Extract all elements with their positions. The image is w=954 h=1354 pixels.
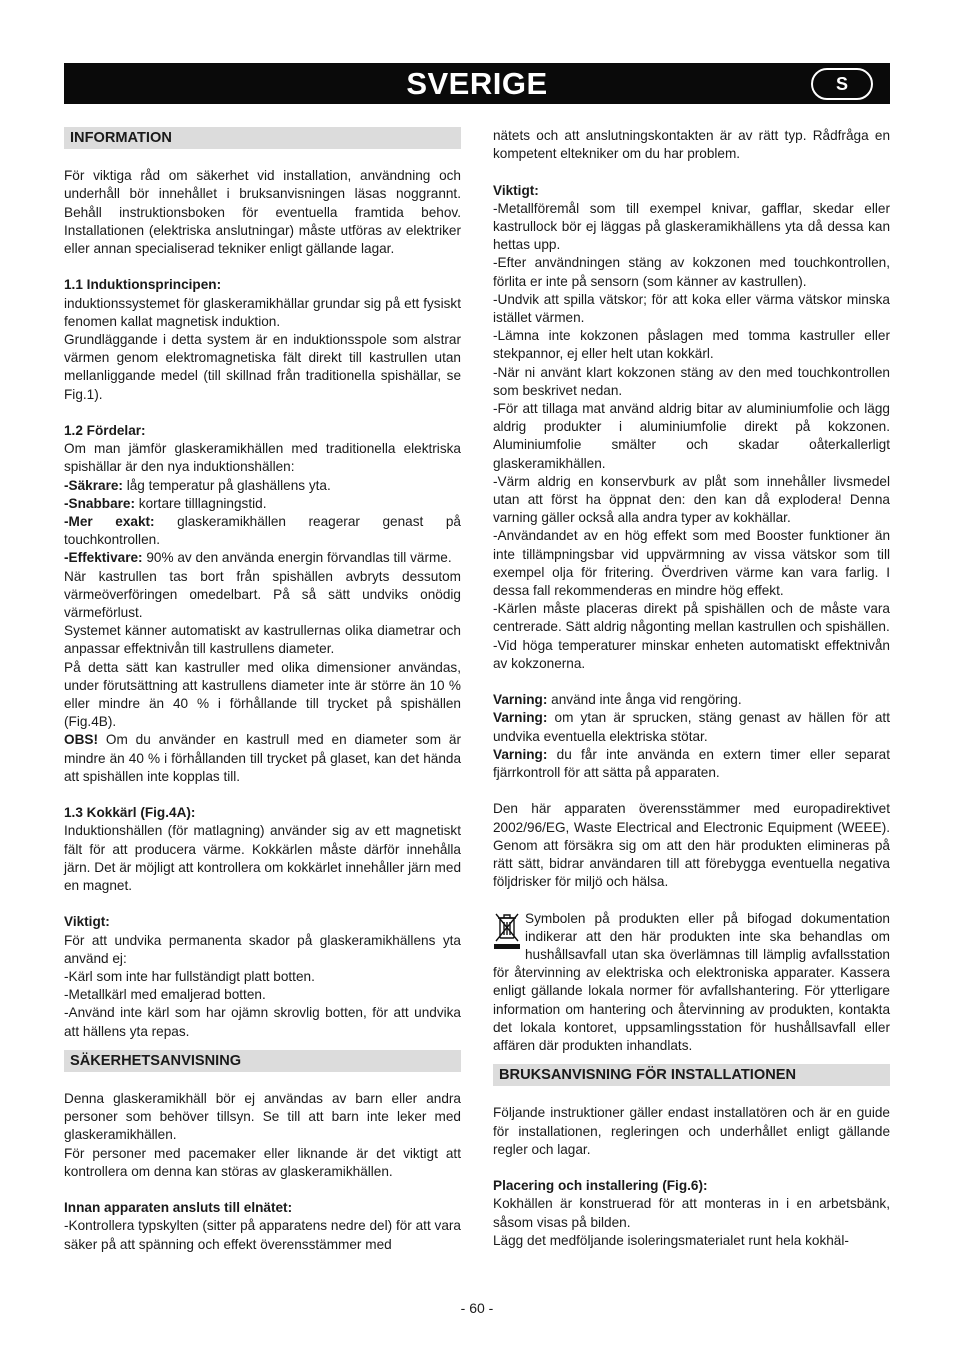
important-title-2: Viktigt: — [493, 182, 539, 198]
advantages-paragraph-3: Systemet känner automatiskt av kastrullernas olika diametrar och anpassar effektnivån till kastrullens diameter. — [64, 623, 461, 657]
continued-paragraph: nätets och att anslutningskontakten är av rätt typ. Rådfråga en kompetent eltekniker om du har problem. — [493, 128, 890, 162]
warning-item: -Metallföremål som till exempel knivar, gafflar, skedar eller kastrullock bör ej läggas på glaskeramikhällens yta då dessa kan hettas upp. — [493, 200, 890, 253]
warning-item: -Vid höga temperaturer minskar enheten automatiskt effektnivån av kokzonerna. — [493, 637, 890, 671]
varning-timer: Varning: du får inte använda en extern timer eller separat fjärrkontroll för att sätta på apparaten. — [493, 746, 890, 781]
placement-paragraph-1: Kokhällen är konstruerad för att monteras in i en arbetsbänk, såsom visas på bilden. — [493, 1196, 890, 1230]
important-item: -Använd inte kärl som har ojämn skrovlig botten, för att undvika att hällens yta repas. — [64, 1005, 461, 1039]
page-number: - 60 - — [460, 1300, 494, 1316]
advantages-paragraph-4: På detta sätt kan kastruller med olika dimensioner användas, under förutsättning att kastrullens diameter inte är större än 10 % eller mindre än 40 % i förhållande till trycket på spishällen (Fig.4B). — [64, 659, 461, 730]
installation-paragraph: Följande instruktioner gäller endast installatören och är en guide för installationen, regleringen och underhållet enligt gällande regler och lagar. — [493, 1105, 890, 1157]
cookware-paragraph: Induktionshällen (för matlagning) använder sig av ett magnetiskt fält för att producera värme. Kokkärlen måste därför innehålla järn. Det är möjligt att kontrollera om kokkärlet innehåller järn med en magnet. — [64, 823, 461, 894]
induction-paragraph-1: induktionssystemet för glaskeramikhällar grundar sig på ett fysiskt fenomen kallat magnetisk induktion. — [64, 295, 461, 329]
warning-item: -Lämna inte kokzonen påslagen med tomma kastruller eller stekpannor, ej eller helt utan kokkärl. — [493, 328, 890, 362]
varning-cracked: Varning: om ytan är sprucken, stäng genast av hällen för att undvika eventuella elektriska stötar. — [493, 710, 890, 744]
right-column — [493, 127, 890, 1250]
before-connect-paragraph: -Kontrollera typskylten (sitter på apparatens nedre del) för att vara säker på att spänning och effekt överensstämmer med — [64, 1218, 461, 1252]
warning-item: -Kärlen måste placeras direkt på spishällen och de måste vara centrerade. Sätt aldrig någonting mellan kastrullen och spishällen. — [493, 601, 890, 635]
advantage-efficient: -Effektivare: 90% av den använda energin förvandlas till värme. — [64, 550, 452, 566]
advantages-title: 1.2 Fördelar: — [64, 423, 146, 438]
placement-title: Placering och installering (Fig.6): — [493, 1178, 708, 1194]
advantages-intro: Om man jämför glaskeramikhällen med traditionella elektriska spishällar är den nya induktionshällen: — [64, 441, 461, 475]
placement-paragraph-2: Lägg det medföljande isoleringsmaterialet runt hela kokhäl- — [493, 1232, 849, 1248]
induction-paragraph-2: Grundläggande i detta system är en induktionsspole som alstrar värmen genom elektromagnetiska fält direkt till kastrullen utan mellanliggande medel (till skillnad från traditionella spishällar, se Fig.1). — [64, 332, 461, 402]
warning-item: -Värm aldrig en konservburk av plåt som innehåller livsmedel utan att först ha öppnat den: den kan då explodera! Denna varning gäller också alla andra typer av kokhällar. — [493, 473, 890, 526]
advantage-exact: -Mer exakt: glaskeramikhällen reagerar genast på touchkontrollen. — [64, 514, 461, 548]
before-connect-title: Innan apparaten ansluts till elnätet: — [64, 1200, 293, 1216]
safety-heading: SÄKERHETSANVISNING — [64, 1050, 461, 1072]
warning-item: -Efter användningen stäng av kokzonen med touchkontrollen, förlita er inte på sensorn (som känner av kastrullen). — [493, 255, 890, 289]
important-item: -Metallkärl med emaljerad botten. — [64, 987, 266, 1003]
advantage-safer: -Säkrare: låg temperatur på glashällens yta. — [64, 477, 331, 493]
advantage-faster: -Snabbare: kortare tilllagningstid. — [64, 495, 267, 511]
warning-item: -Undvik att spilla vätskor; för att koka eller värma vätskor minska istället värmen. — [493, 291, 890, 326]
warning-item: -När ni använt klart kokzonen stäng av den med touchkontrollen som beskrivet nedan. — [493, 364, 890, 398]
warning-item: -Användandet av en hög effekt som med Booster funktioner än inte tillämpningsbar vid uppvärmning av vissa vätskor som till exempel olja för fritering. Överdriven värme kan vara farlig. I dessa fall rekommenderas en mindre hög effekt. — [493, 528, 890, 599]
crossed-bin-icon — [493, 912, 521, 950]
advantages-paragraph-2: När kastrullen tas bort från spishällen avbryts dessutom värmeöverföringen omedelbart. På så sätt undviks onödig värmeförlust. — [64, 568, 461, 621]
important-item: -Kärl som inte har fullständigt platt botten. — [64, 969, 315, 985]
left-column — [64, 127, 461, 1254]
important-intro: För att undvika permanenta skador på glaskeramikhällens yta använd ej: — [64, 932, 461, 966]
safety-paragraph-2: För personer med pacemaker eller liknande är det viktigt att kontrollera om denna kan störas av glaskeramikhällen. — [64, 1145, 461, 1179]
page-title: SVERIGE — [406, 66, 548, 101]
language-badge: S — [811, 68, 873, 100]
weee-paragraph: Den här apparaten överensstämmer med europadirektivet 2002/96/EG, Waste Electrical and Electronic Equipment (WEEE). Genom att försäkra sig om att den här produkten elimineras på rätt sätt, bidrar användaren till att förebygga eventuella negativa följdrisker för miljö och hälsa. — [493, 801, 890, 890]
installation-heading: BRUKSANVISNING FÖR INSTALLATIONEN — [493, 1064, 890, 1086]
important-title: Viktigt: — [64, 914, 110, 930]
varning-steam: Varning: använd inte ånga vid rengöring. — [493, 692, 742, 708]
induction-principle-title: 1.1 Induktionsprincipen: — [64, 277, 222, 293]
symbol-paragraph: Symbolen på produkten eller på bifogad dokumentation indikerar att den här produkten inte ska behandlas om hushållsavfall utan ska överlämnas till lämplig avfallsstation för återvinning av elektriska och elektroniska apparater. Kassera enligt gällande lokala normer för avfallshantering. För ytterligare information om hantering och återvinning av produkten, kontakta det lokala kontoret, uppsamlingsstation för hushållsavfall eller affären där produkten inhandlats. — [493, 910, 890, 1054]
weee-block — [493, 910, 890, 1056]
obs-note: OBS! Om du använder en kastrull med en diameter som är mindre än 40 % i förhållanden till trycket på glaset, kan det hända att spishällen inte kopplas till. — [64, 732, 461, 784]
information-heading: INFORMATION — [64, 127, 461, 149]
country-banner — [64, 63, 890, 104]
info-paragraph: För viktiga råd om säkerhet vid installation, användning och underhåll bör innehållet i bruksanvisningen läsas noggrannt. Behåll instruktionsboken för eventuella framtida behov. Installationen (elektriska anslutningar) måste utföras av elektriker eller annan specialiserad tekniker enligt gällande lagar. — [64, 168, 461, 256]
warning-item: -För att tillaga mat använd aldrig bitar av aluminiumfolie och lägg aldrig produkter i aluminiumfolie direkt på kokzonen. Aluminiumfolie smälter och skadar oåterkallerligt glaskeramikhällen. — [493, 401, 890, 471]
safety-paragraph-1: Denna glaskeramikhäll bör ej användas av barn eller andra personer som behöver tillsyn. Se till att barn inte leker med glaskeramikhällen. — [64, 1091, 461, 1143]
cookware-title: 1.3 Kokkärl (Fig.4A): — [64, 805, 196, 821]
